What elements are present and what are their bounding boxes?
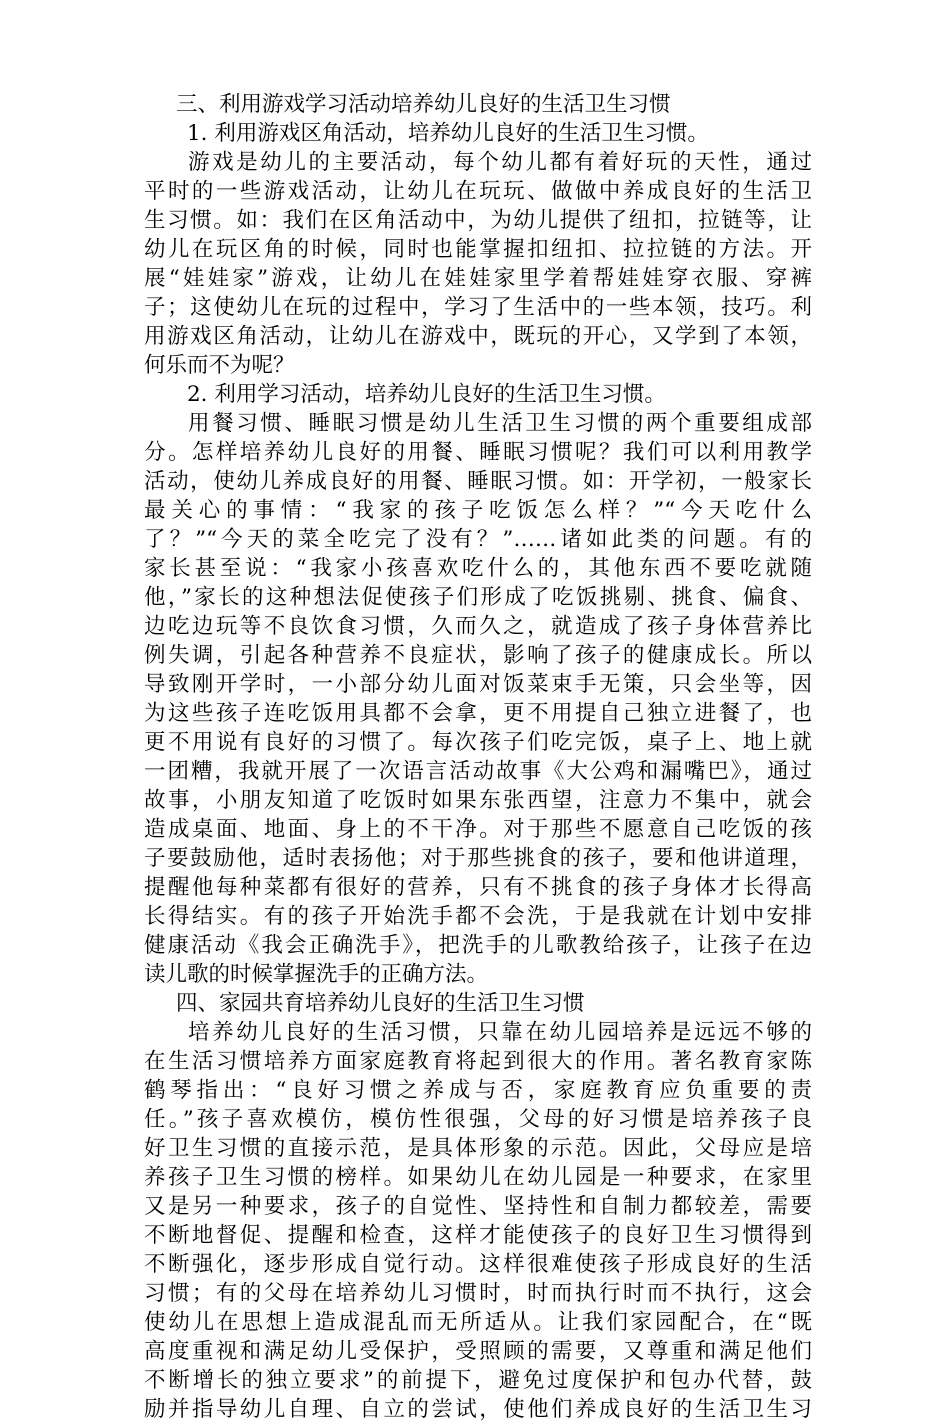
paragraph-line: 子；这使幼儿在玩的过程中，学习了生活中的一些本领，技巧。利 [144, 295, 812, 320]
paragraph-line: 故事，小朋友知道了吃饭时如果东张西望，注意力不集中，就会 [144, 788, 812, 813]
paragraph-line: 子要鼓励他，适时表扬他；对于那些挑食的孩子，要和他讲道理， [144, 846, 812, 871]
paragraph-line: 例失调，引起各种营养不良症状，影响了孩子的健康成长。所以 [144, 643, 812, 668]
paragraph-line: 培养幼儿良好的生活习惯，只靠在幼儿园培养是远远不够的 [188, 1020, 812, 1045]
paragraph-line: 幼儿在玩区角的时候，同时也能掌握扣纽扣、拉拉链的方法。开 [144, 237, 812, 262]
paragraph-line: 更不用说有良好的习惯了。每次孩子们吃完饭，桌子上、地上就 [144, 730, 812, 755]
paragraph-line: 养孩子卫生习惯的榜样。如果幼儿在幼儿园是一种要求，在家里 [144, 1165, 812, 1190]
paragraph-line: 好卫生习惯的直接示范，是具体形象的示范。因此，父母应是培 [144, 1136, 812, 1161]
paragraph-line: 展“娃娃家”游戏，让幼儿在娃娃家里学着帮娃娃穿衣服、穿裤 [144, 266, 812, 291]
paragraph-line: 用餐习惯、睡眠习惯是幼儿生活卫生习惯的两个重要组成部 [188, 411, 812, 436]
section-heading-3: 三、利用游戏学习活动培养幼儿良好的生活卫生习惯 [176, 92, 671, 117]
paragraph-line: 不断强化，逐步形成自觉行动。这样很难使孩子形成良好的生活 [144, 1252, 812, 1277]
paragraph-line: 用游戏区角活动，让幼儿在游戏中，既玩的开心，又学到了本领， [144, 324, 812, 349]
paragraph-line: 平时的一些游戏活动，让幼儿在玩玩、做做中养成良好的生活卫 [144, 179, 812, 204]
paragraph-line: 分。怎样培养幼儿良好的用餐、睡眠习惯呢？我们可以利用教学 [144, 440, 812, 465]
paragraph-line: 他，”家长的这种想法促使孩子们形成了吃饭挑剔、挑食、偏食、 [144, 585, 812, 610]
paragraph-line: 生习惯。如：我们在区角活动中，为幼儿提供了纽扣，拉链等，让 [144, 208, 812, 233]
paragraph-line: 励并指导幼儿自理、自立的尝试，使他们养成良好的生活卫生习 [144, 1397, 812, 1422]
paragraph-line: 何乐而不为呢？ [144, 353, 295, 378]
paragraph-line: 为这些孩子连吃饭用具都不会拿，更不用提自己独立进餐了，也 [144, 701, 812, 726]
paragraph-line: 鹤琴指出：“良好习惯之养成与否，家庭教育应负重要的责 [144, 1078, 812, 1103]
paragraph-line: 不断增长的独立要求”的前提下，避免过度保护和包办代替，鼓 [144, 1368, 812, 1393]
paragraph-line: 任。”孩子喜欢模仿，模仿性很强，父母的好习惯是培养孩子良 [144, 1107, 812, 1132]
paragraph-line: 健康活动《我会正确洗手》，把洗手的儿歌教给孩子，让孩子在边 [144, 933, 812, 958]
paragraph-line: 造成桌面、地面、身上的不干净。对于那些不愿意自己吃饭的孩 [144, 817, 812, 842]
paragraph-line: 使幼儿在思想上造成混乱而无所适从。让我们家园配合，在“既 [144, 1310, 812, 1335]
section-heading-4: 四、家园共育培养幼儿良好的生活卫生习惯 [176, 991, 585, 1016]
subheading-3-2: 2. 利用学习活动，培养幼儿良好的生活卫生习惯。 [187, 382, 666, 407]
paragraph-line: 一团糟，我就开展了一次语言活动故事《大公鸡和漏嘴巴》，通过 [144, 759, 812, 784]
paragraph-line: 家长甚至说：“我家小孩喜欢吃什么的，其他东西不要吃就随 [144, 556, 812, 581]
paragraph-line: 导致刚开学时，一小部分幼儿面对饭菜束手无策，只会坐等，因 [144, 672, 812, 697]
paragraph-line: 了？”“今天的菜全吃完了没有？”……诸如此类的问题。有的 [144, 527, 812, 552]
paragraph-line: 长得结实。有的孩子开始洗手都不会洗，于是我就在计划中安排 [144, 904, 812, 929]
paragraph-line: 读儿歌的时候掌握洗手的正确方法。 [144, 962, 489, 987]
paragraph-line: 边吃边玩等不良饮食习惯，久而久之，就造成了孩子身体营养比 [144, 614, 812, 639]
paragraph-line: 提醒他每种菜都有很好的营养，只有不挑食的孩子身体才长得高 [144, 875, 812, 900]
paragraph-line: 不断地督促、提醒和检查，这样才能使孩子的良好卫生习惯得到 [144, 1223, 812, 1248]
paragraph-line: 游戏是幼儿的主要活动，每个幼儿都有着好玩的天性，通过 [188, 150, 812, 175]
paragraph-line: 最关心的事情：“我家的孩子吃饭怎么样？”“今天吃什么 [144, 498, 812, 523]
subheading-3-1: 1. 利用游戏区角活动，培养幼儿良好的生活卫生习惯。 [187, 121, 709, 146]
paragraph-line: 活动，使幼儿养成良好的用餐、睡眠习惯。如：开学初，一般家长 [144, 469, 812, 494]
paragraph-line: 习惯；有的父母在培养幼儿习惯时，时而执行时而不执行，这会 [144, 1281, 812, 1306]
paragraph-line: 在生活习惯培养方面家庭教育将起到很大的作用。著名教育家陈 [144, 1049, 812, 1074]
paragraph-line: 高度重视和满足幼儿受保护，受照顾的需要，又尊重和满足他们 [144, 1339, 812, 1364]
paragraph-line: 又是另一种要求，孩子的自觉性、坚持性和自制力都较差，需要 [144, 1194, 812, 1219]
document-page [144, 90, 812, 1424]
